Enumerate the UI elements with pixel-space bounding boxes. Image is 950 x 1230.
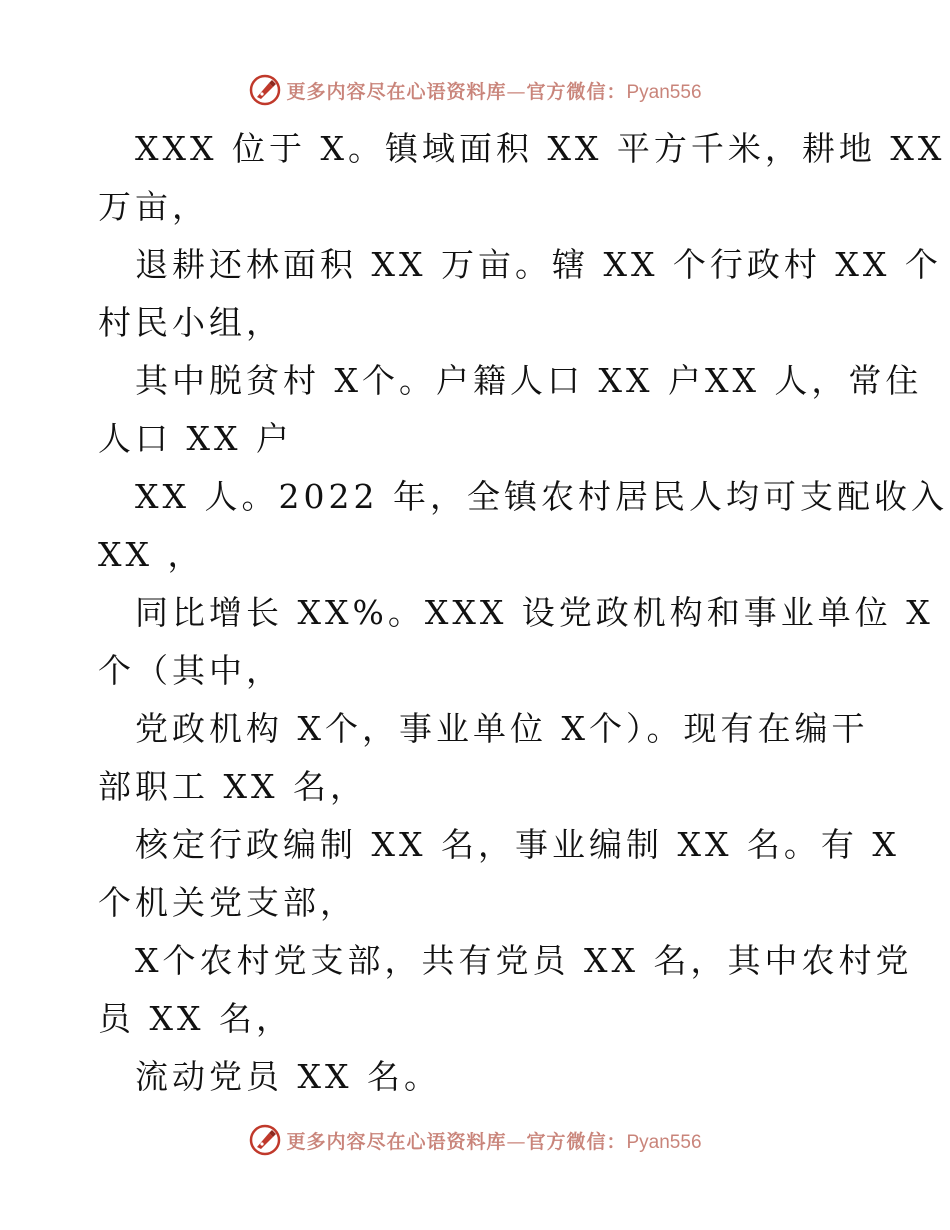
text-line: 核定行政编制 XX 名，事业编制 XX 名。有 X	[135, 825, 900, 864]
text-line: XXX 位于 X。镇域面积 XX 平方千米，耕地 XX	[135, 129, 946, 168]
text-line: 部职工 XX 名，	[98, 767, 367, 806]
text-line: 其中脱贫村 X个。户籍人口 XX 户XX 人，常住	[135, 361, 923, 400]
text-line: 党政机构 X个，事业单位 X个）。现有在编干	[135, 709, 869, 748]
document-body	[98, 120, 948, 1106]
footer-watermark	[0, 1120, 950, 1160]
pen-nib-logo-icon	[248, 1123, 282, 1157]
watermark-text: 更多内容尽在心语资料库—官方微信：Pyan556	[286, 80, 702, 103]
text-line: 退耕还林面积 XX 万亩。辖 XX 个行政村 XX 个	[135, 245, 942, 284]
header-watermark	[0, 70, 950, 110]
watermark-text: 更多内容尽在心语资料库—官方微信：Pyan556	[286, 1130, 702, 1153]
watermark-group	[248, 73, 701, 107]
text-line: 个（其中，	[98, 651, 283, 690]
text-line: 流动党员 XX 名。	[135, 1057, 441, 1096]
text-line: 村民小组，	[98, 303, 283, 342]
text-line: XX 人。2022 年，全镇农村居民人均可支配收入	[135, 477, 948, 516]
text-line: X个农村党支部，共有党员 XX 名，其中农村党	[135, 941, 913, 980]
text-line: 个机关党支部，	[98, 883, 357, 922]
text-line: 人口 XX 户	[98, 419, 293, 458]
text-line: XX ，	[98, 535, 205, 574]
watermark-group	[248, 1123, 701, 1157]
pen-nib-logo-icon	[248, 73, 282, 107]
text-line: 万亩，	[98, 187, 209, 226]
text-line: 员 XX 名，	[98, 999, 293, 1038]
text-line: 同比增长 XX%。XXX 设党政机构和事业单位 X	[135, 593, 934, 632]
